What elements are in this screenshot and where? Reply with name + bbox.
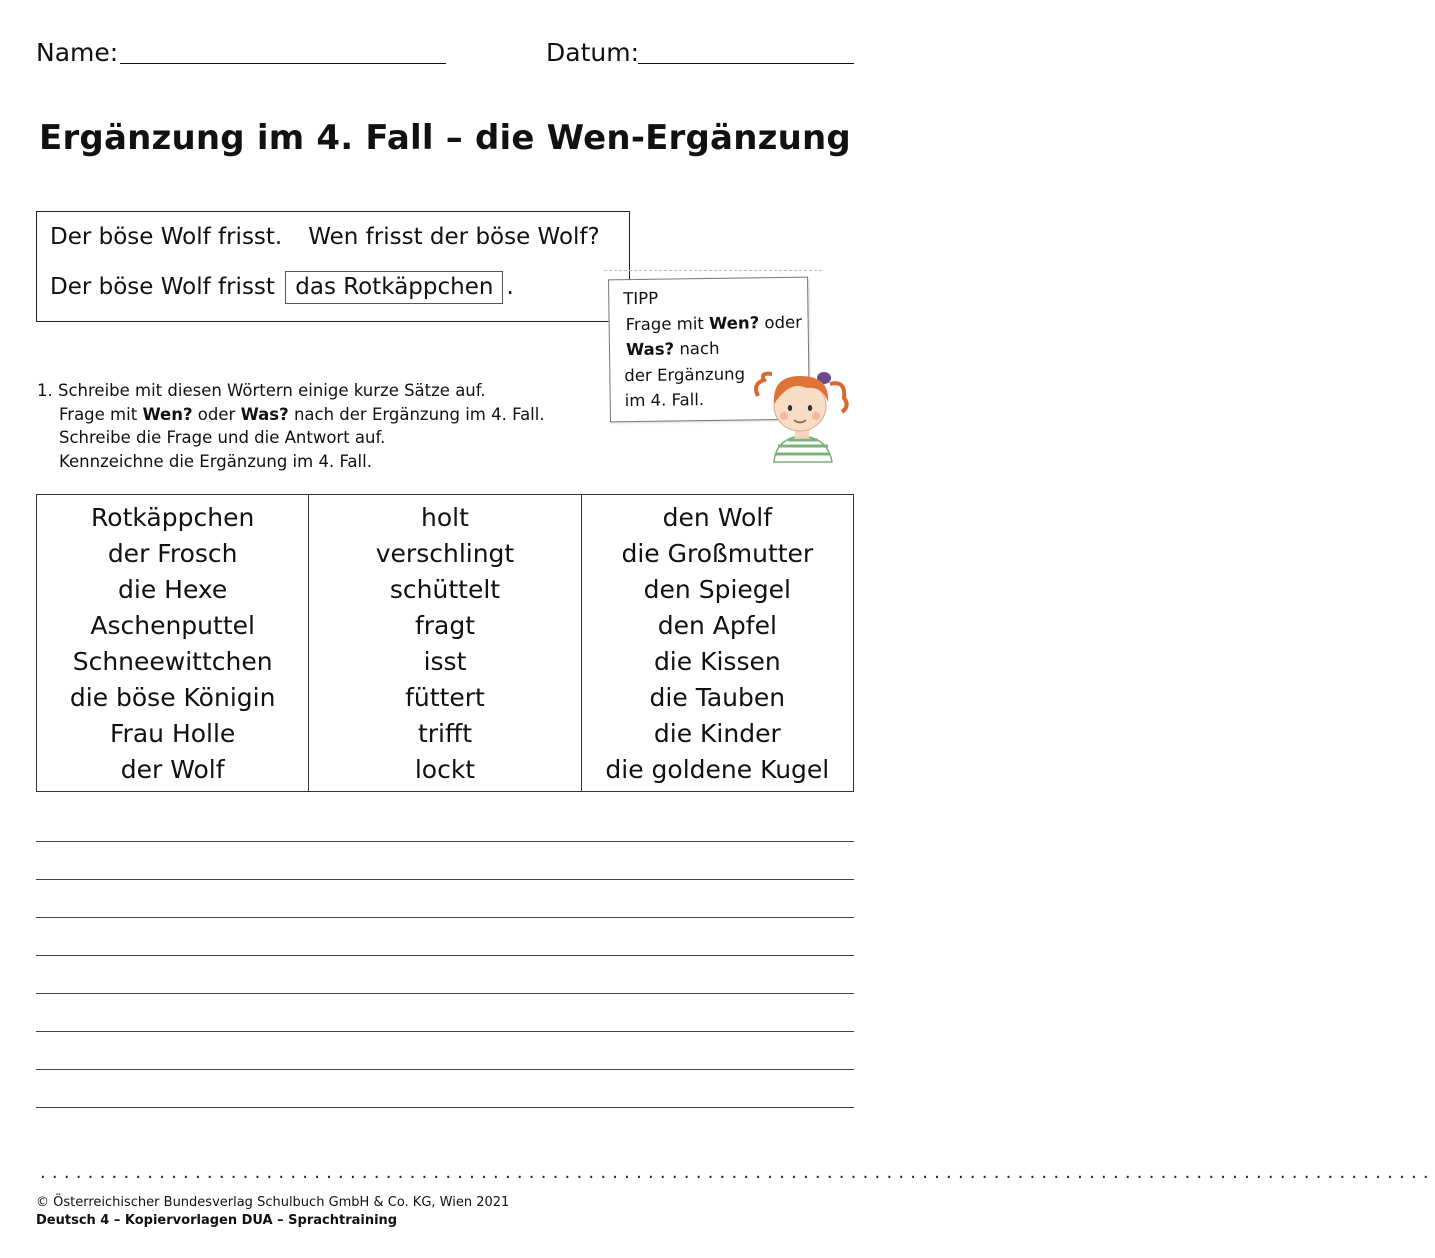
writing-line[interactable] — [36, 917, 854, 918]
object-word: die Tauben — [649, 683, 786, 712]
task-instructions — [37, 379, 545, 473]
name-field-line[interactable] — [120, 63, 446, 64]
page-title: Ergänzung im 4. Fall – die Wen-Ergänzung — [39, 118, 851, 158]
subject-word: Rotkäppchen — [91, 503, 255, 532]
verb-word: schüttelt — [389, 575, 501, 604]
verb-word: isst — [423, 647, 467, 676]
objects-column — [581, 495, 853, 792]
example-sentence: Der böse Wolf frisst. — [50, 224, 283, 250]
object-word: den Wolf — [662, 503, 772, 532]
tipp-bold-was: Was? — [625, 339, 675, 360]
object-word: die goldene Kugel — [605, 755, 830, 784]
task-line-2 — [37, 403, 545, 427]
verb-word: verschlingt — [375, 539, 515, 568]
example-answer-prefix: Der böse Wolf frisst — [50, 274, 275, 300]
task-text: Frage mit — [59, 404, 143, 424]
subjects-column — [37, 495, 309, 792]
example-answer-suffix: . — [506, 274, 514, 300]
verb-word: holt — [421, 503, 469, 532]
writing-line[interactable] — [36, 1031, 854, 1032]
subject-word: die Hexe — [118, 575, 228, 604]
subject-word: die böse Königin — [69, 683, 276, 712]
tipp-line-2 — [610, 335, 808, 363]
verbs-column — [309, 495, 581, 792]
tipp-bold-wen: Wen? — [708, 312, 760, 333]
writing-line[interactable] — [36, 841, 854, 842]
tipp-line-4: im 4. Fall. — [624, 390, 705, 411]
dotted-divider: ..................................................................................................................... — [40, 1162, 1435, 1183]
object-word: den Spiegel — [643, 575, 791, 604]
date-field-line[interactable] — [638, 63, 854, 64]
task-line-1: 1. Schreibe mit diesen Wörtern einige kurze Sätze auf. — [37, 381, 486, 400]
footer-book: Deutsch 4 – Kopiervorlagen DUA – Sprachtraining — [36, 1213, 398, 1228]
date-label: Datum: — [546, 38, 639, 67]
writing-line[interactable] — [36, 1107, 854, 1108]
object-word: die Großmutter — [621, 539, 814, 568]
subject-word: der Frosch — [107, 539, 238, 568]
tipp-line-3: der Ergänzung — [624, 364, 746, 385]
object-word: die Kissen — [653, 647, 781, 676]
tipp-heading: TIPP — [623, 288, 659, 309]
task-bold-was: Was? — [240, 404, 289, 424]
example-answer-highlight: das Rotkäppchen — [285, 271, 503, 304]
girl-illustration — [752, 366, 852, 464]
tipp-text: Frage mit — [625, 313, 710, 334]
example-line-1 — [50, 224, 600, 250]
name-label: Name: — [36, 38, 119, 67]
word-table — [36, 494, 854, 792]
writing-line[interactable] — [36, 955, 854, 956]
verb-word: füttert — [405, 683, 485, 712]
tipp-text: nach — [673, 338, 720, 359]
task-bold-wen: Wen? — [142, 404, 193, 424]
example-line-2 — [50, 271, 514, 304]
subject-word: Schneewittchen — [72, 647, 273, 676]
tipp-text: oder — [759, 312, 803, 332]
task-text: nach der Ergänzung im 4. Fall. — [288, 404, 545, 424]
subject-word: Aschenputtel — [90, 611, 255, 640]
example-box — [36, 211, 630, 322]
table-row — [37, 495, 854, 792]
verb-word: fragt — [414, 611, 476, 640]
footer-copyright: © Österreichischer Bundesverlag Schulbuch GmbH & Co. KG, Wien 2021 — [36, 1195, 510, 1210]
object-word: den Apfel — [657, 611, 777, 640]
subject-word: Frau Holle — [110, 719, 236, 748]
verb-word: lockt — [414, 755, 476, 784]
writing-line[interactable] — [36, 993, 854, 994]
divider — [604, 270, 822, 271]
task-text: oder — [192, 404, 241, 424]
writing-line[interactable] — [36, 879, 854, 880]
object-word: die Kinder — [653, 719, 781, 748]
verb-word: trifft — [417, 719, 473, 748]
writing-line[interactable] — [36, 1069, 854, 1070]
subject-word: der Wolf — [120, 755, 225, 784]
task-line-3: Schreibe die Frage und die Antwort auf. — [59, 428, 386, 447]
example-question: Wen frisst der böse Wolf? — [308, 224, 600, 250]
task-line-4: Kennzeichne die Ergänzung im 4. Fall. — [59, 451, 372, 471]
tipp-line-1 — [609, 309, 807, 337]
